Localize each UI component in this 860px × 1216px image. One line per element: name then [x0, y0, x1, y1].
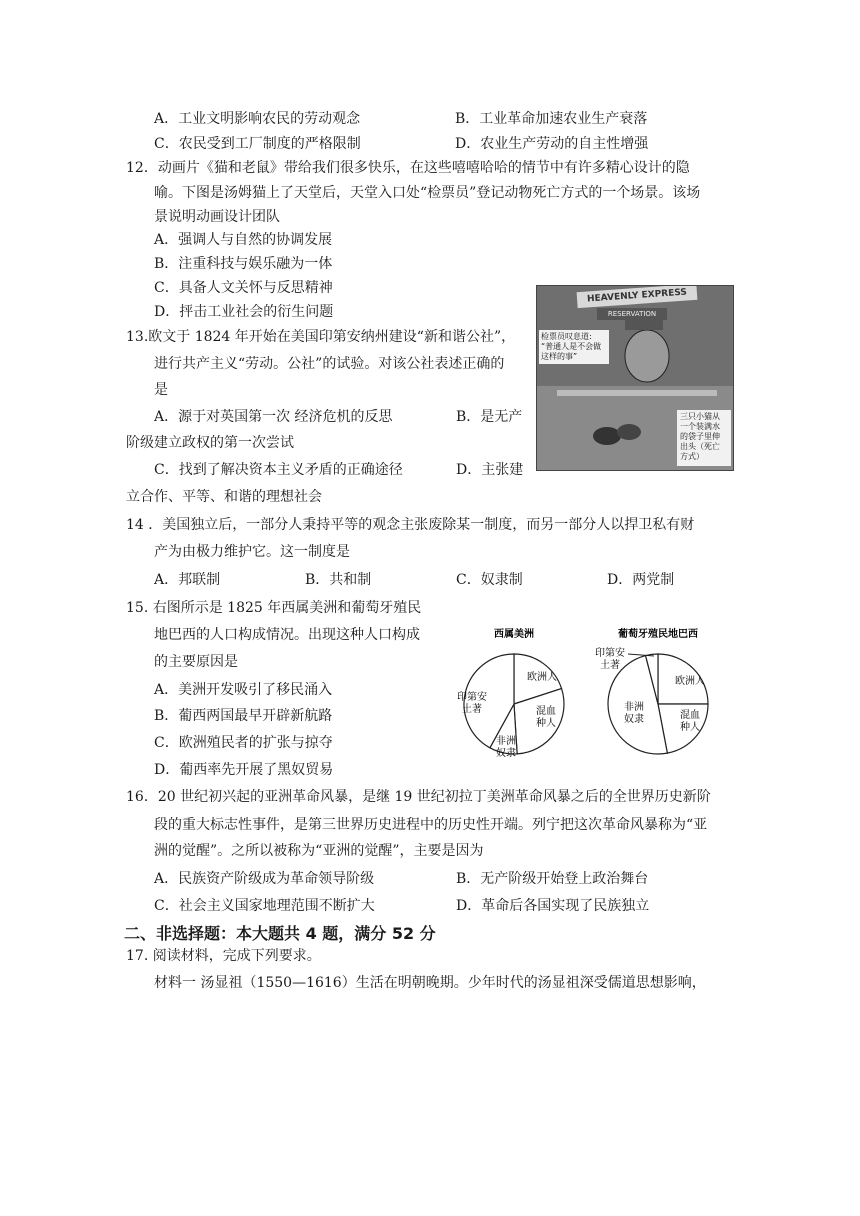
- q16-option-a: A．民族资产阶级成为革命领导阶级: [154, 871, 375, 887]
- q12-stem-line1: 12．动画片《猫和老鼠》带给我们很多快乐，在这些嘻嘻哈哈的情节中有许多精心设计的隐: [126, 160, 690, 176]
- cartoon-caption1-line1: 检票员叹息道:: [541, 332, 592, 341]
- q14-stem-line2: 产为由极力维护它。这一制度是: [154, 544, 350, 560]
- q17-material1-line1: 材料一 汤显祖（1550—1616）生活在明朝晚期。少年时代的汤显祖深受儒道思想影响，: [154, 975, 706, 991]
- cartoon-caption2-line3: 的袋子里伸: [680, 432, 720, 441]
- cartoon-caption1-line2: “普通人是不会做: [541, 342, 602, 351]
- q15-option-c: C．欧洲殖民者的扩张与掠夺: [154, 735, 333, 751]
- cartoon-sign-reservation: RESERVATION: [597, 308, 667, 320]
- pie-title: 西属美洲: [494, 629, 534, 640]
- q13-option-b: B．是无产: [456, 409, 523, 425]
- q12-option-c: C．具备人文关怀与反思精神: [154, 280, 333, 296]
- cartoon-caption2-line4: 出头（死亡: [680, 442, 720, 451]
- q16-option-c: C．社会主义国家地理范围不断扩大: [154, 898, 375, 914]
- q15-stem-line3: 的主要原因是: [154, 654, 238, 670]
- q13-option-d-continued: 立合作、平等、和谐的理想社会: [126, 489, 322, 505]
- q15-option-a: A．美洲开发吸引了移民涌入: [154, 682, 333, 698]
- pie-slice-label: 混血种人: [680, 710, 700, 733]
- cartoon-caption2-line1: 三只小猫从: [680, 412, 720, 421]
- q12-stem-line3: 景说明动画设计团队: [154, 209, 280, 225]
- cartoon-image: [536, 285, 734, 471]
- pie-slice-label: 印第安土著: [595, 648, 625, 671]
- q14-stem-line1: 14 ．美国独立后，一部分人秉持平等的观念主张废除某一制度，而另一部分人以捍卫私有财: [126, 517, 695, 533]
- q13-option-b-continued: 阶级建立政权的第一次尝试: [126, 435, 294, 451]
- q11-option-d: D．农业生产劳动的自主性增强: [455, 136, 649, 152]
- pie-slice-label: 非洲奴隶: [624, 702, 644, 725]
- pie-title: 葡萄牙殖民地巴西: [618, 629, 698, 640]
- q13-option-d: D．主张建: [456, 462, 524, 478]
- q12-option-a: A．强调人与自然的协调发展: [154, 232, 333, 248]
- cartoon-caption2-line2: 一个装满水: [680, 422, 720, 431]
- q15-stem-line1: 15. 右图所示是 1825 年西属美洲和葡萄牙殖民: [126, 600, 422, 616]
- pie-slice-label: 混血种人: [536, 706, 556, 729]
- q15-option-b: B．葡西两国最早开辟新航路: [154, 708, 333, 724]
- q13-option-c: C．找到了解决资本主义矛盾的正确途径: [154, 462, 403, 478]
- q12-stem-line2: 喻。下图是汤姆猫上了天堂后，天堂入口处“检票员”登记动物死亡方式的一个场景。该场: [154, 185, 701, 201]
- q16-stem-line1: 16．20 世纪初兴起的亚洲革命风暴，是继 19 世纪初拉丁美洲革命风暴之后的全世界历史新阶: [126, 789, 711, 805]
- q14-option-a: A．邦联制: [154, 572, 221, 588]
- pie-slice-label: 印第安土著: [457, 692, 487, 715]
- q12-option-d: D．抨击工业社会的衍生问题: [154, 304, 334, 320]
- q16-option-d: D．革命后各国实现了民族独立: [456, 898, 650, 914]
- population-pie-charts: [450, 622, 740, 762]
- pie-slice-label: 欧洲人: [675, 676, 705, 687]
- cartoon-caption1-line3: 这样的事”: [541, 352, 578, 361]
- section-2-heading: 二、非选择题：本大题共 4 题，满分 52 分: [124, 924, 436, 943]
- q14-option-c: C．奴隶制: [456, 572, 523, 588]
- q11-option-b: B．工业革命加速农业生产衰落: [455, 111, 648, 127]
- cartoon-sign: HEAVENLY EXPRESS: [577, 285, 698, 308]
- q14-option-b: B．共和制: [305, 572, 372, 588]
- q17-stem-line1: 17. 阅读材料，完成下列要求。: [126, 948, 321, 964]
- q14-option-d: D．两党制: [607, 572, 675, 588]
- q12-option-b: B．注重科技与娱乐融为一体: [154, 256, 333, 272]
- q13-option-a: A．源于对英国第一次 经济危机的反思: [154, 409, 393, 425]
- pie-slice-label: 非洲奴隶: [496, 736, 516, 759]
- pie-slice-label: 欧洲人: [527, 672, 557, 683]
- q16-option-b: B．无产阶级开始登上政治舞台: [456, 871, 649, 887]
- cartoon-caption2-line5: 方式）: [680, 452, 704, 461]
- q13-stem-line3: 是: [154, 382, 168, 398]
- q16-stem-line3: 洲的觉醒”。之所以被称为“亚洲的觉醒”，主要是因为: [154, 843, 484, 859]
- q13-stem-line2: 进行共产主义“劳动。公社”的试验。对该公社表述正确的: [154, 356, 505, 372]
- q11-option-a: A．工业文明影响农民的劳动观念: [154, 111, 361, 127]
- q11-option-c: C．农民受到工厂制度的严格限制: [154, 136, 361, 152]
- q15-option-d: D．葡西率先开展了黑奴贸易: [154, 762, 334, 778]
- q13-stem-line1: 13.欧文于 1824 年开始在美国印第安纳州建设“新和谐公社”，: [126, 329, 516, 345]
- q16-stem-line2: 段的重大标志性事件，是第三世界历史进程中的历史性开端。列宁把这次革命风暴称为“亚: [154, 817, 708, 833]
- q15-stem-line2: 地巴西的人口构成情况。出现这种人口构成: [154, 627, 420, 643]
